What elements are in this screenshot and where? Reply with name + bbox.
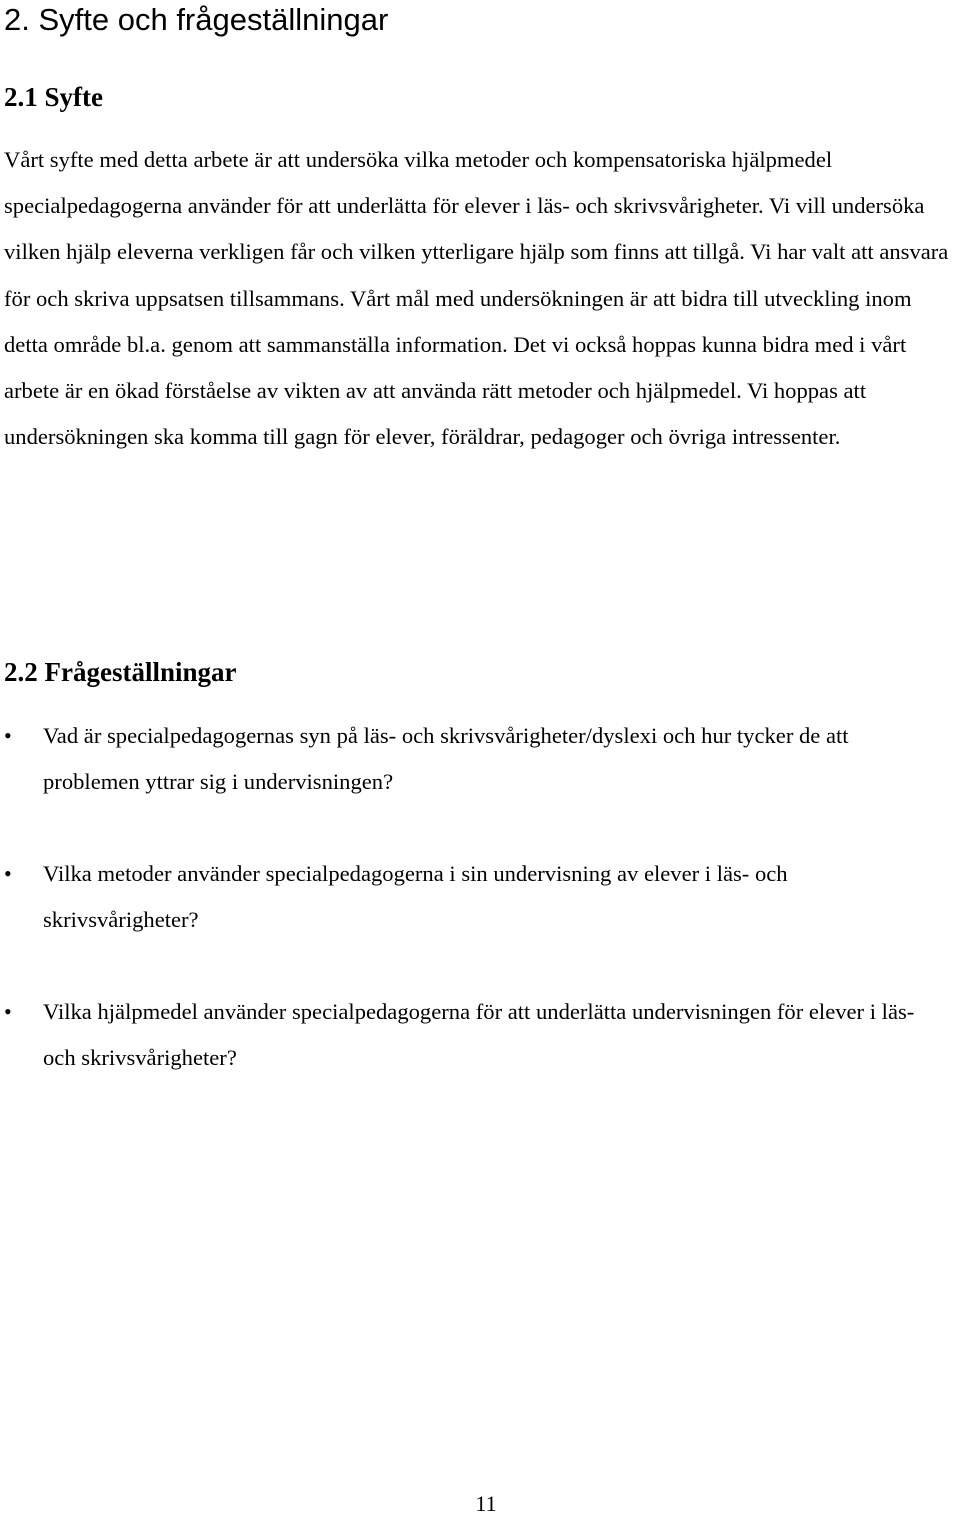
bullet-icon: • xyxy=(4,999,12,1024)
page-number: 11 xyxy=(475,1491,497,1516)
bullet-icon: • xyxy=(4,723,12,748)
list-item xyxy=(4,713,944,805)
list-item-text: Vilka hjälpmedel använder specialpedagogerna för att underlätta undervisningen för elever i läs- och skrivsvårigheter? xyxy=(43,999,915,1071)
list-item xyxy=(4,989,944,1081)
list-item-text: Vad är specialpedagogernas syn på läs- och skrivsvårigheter/dyslexi och hur tycker de att problemen yttrar sig i undervisningen? xyxy=(43,723,849,795)
list-item-text: Vilka metoder använder specialpedagogerna i sin undervisning av elever i läs- och skrivsvårigheter? xyxy=(43,861,788,933)
bullet-icon: • xyxy=(4,861,12,886)
list-item xyxy=(4,851,944,943)
chapter-heading: 2. Syfte och frågeställningar xyxy=(4,2,389,37)
section-title-syfte: 2.1 Syfte xyxy=(4,82,103,112)
purpose-paragraph: Vårt syfte med detta arbete är att undersöka vilka metoder och kompensatoriska hjälpmedel specialpedagogerna använder för att underlätta för elever i läs- och skrivsvårigheter. Vi vill undersöka vilken hjälp eleverna verkligen får och vilken ytterligare hjälp som finns att tillgå. Vi har valt att ansvara för och skriva uppsatsen tillsammans. Vårt mål med undersökningen är att bidra till utveckling inom detta område bl.a. genom att sammanställa information. Det vi också hoppas kunna bidra med i vårt arbete är en ökad förståelse av vikten av att använda rätt metoder och hjälpmedel. Vi hoppas att undersökningen ska komma till gagn för elever, föräldrar, pedagoger och övriga intressenter. xyxy=(4,147,949,450)
section-title-fragestallningar: 2.2 Frågeställningar xyxy=(4,657,237,687)
